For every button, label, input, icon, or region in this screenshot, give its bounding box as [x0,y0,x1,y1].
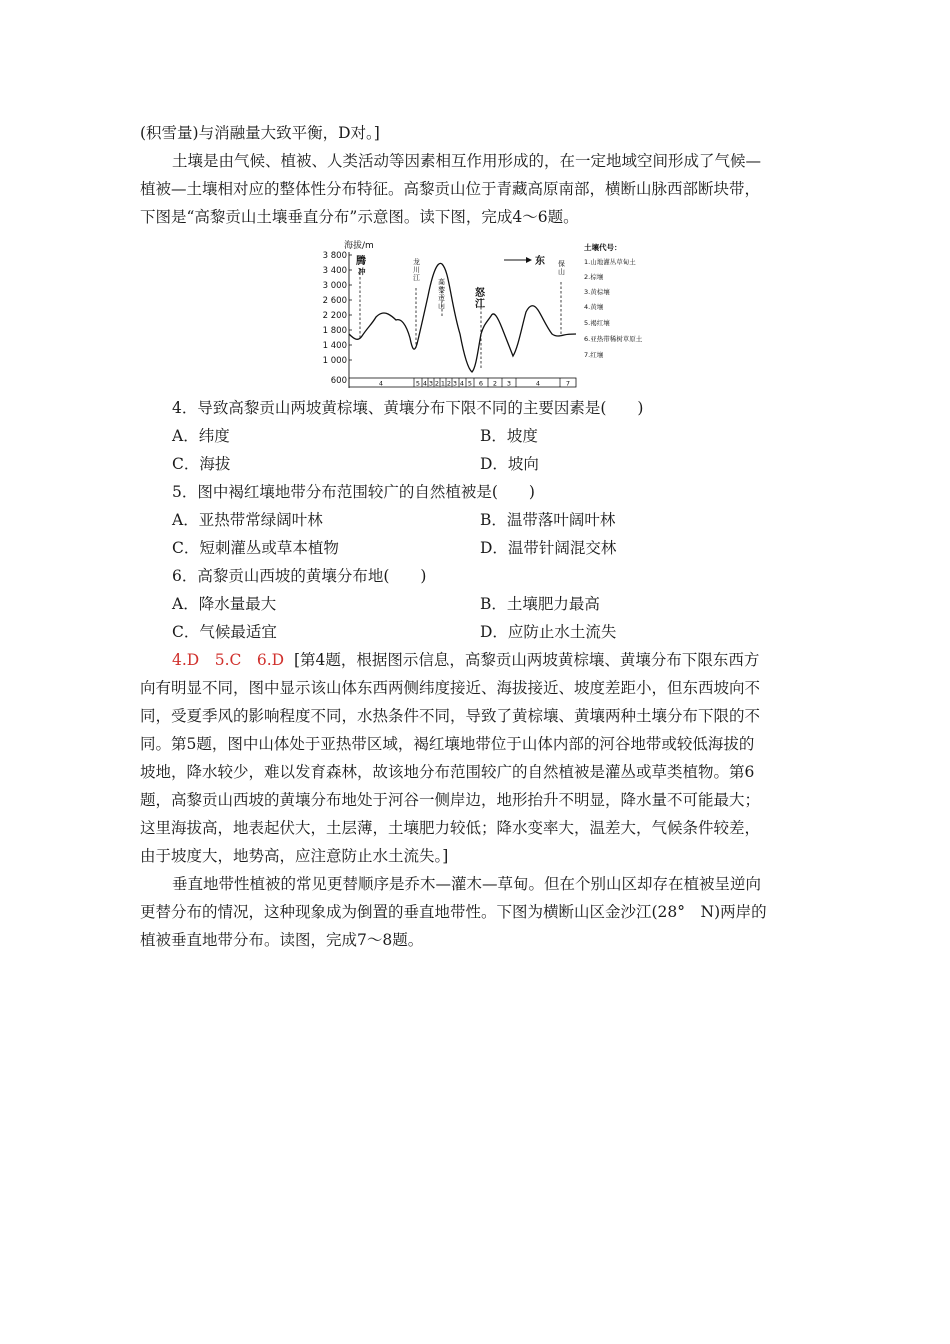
answer-key: 4.D 5.C 6.D [172,651,285,669]
text-line: (积雪量)与消融量大致平衡，D对。] [140,124,380,142]
answer-line: 坡地，降水较少，难以发育森林，故该地分布范围较广的自然植被是灌丛或草类植物。第6 [140,763,755,781]
place-label-gaoligongshan: 高 [438,278,445,286]
soil-code: 1 [440,379,446,388]
place-label-tengchong: 腾 [356,256,366,267]
answer-line [172,650,759,670]
place-label-longchuanjiang: 川 [413,266,420,274]
question-stem: 6．高黎贡山西坡的黄壤分布地( ) [172,567,427,585]
option-d: D．应防止水土流失 [480,623,617,641]
east-label: 东 [535,256,545,267]
soil-code: 2 [434,379,440,388]
legend-item: 3.黄棕壤 [584,288,610,296]
y-tick-label: 3 000 [322,281,347,291]
option-c: C．气候最适宜 [172,623,277,641]
place-label-baoshan: 山 [558,268,565,276]
legend-item: 2.棕壤 [584,273,604,281]
answer-line: 这里海拔高，地表起伏大，土层薄，土壤肥力较低；降水变率大，温差大，气候条件较差， [140,819,761,837]
soil-code: 5 [415,379,421,388]
soil-code: 3 [506,379,512,388]
option-a: A．纬度 [172,427,230,445]
y-tick-label: 600 [330,376,347,386]
place-label-tengchong: 冲 [358,267,366,276]
option-a: A．亚热带常绿阔叶林 [172,511,323,529]
paragraph-line: 植被—土壤相对应的整体性分布特征。高黎贡山位于青藏高原南部，横断山脉西部断块带， [140,180,761,198]
soil-code: 2 [492,379,498,388]
y-tick-label: 1 800 [322,326,347,336]
soil-code: 7 [565,379,571,388]
soil-code: 6 [478,379,484,388]
y-tick-label: 2 200 [322,311,347,321]
y-tick-label: 1 000 [322,356,347,366]
paragraph-line: 植被垂直地带分布。读图，完成7～8题。 [140,931,424,949]
y-tick-label: 1 400 [322,341,347,351]
y-tick-label: 3 800 [322,251,347,261]
soil-code: 3 [428,379,434,388]
place-label-nujiang: 江 [475,299,485,310]
option-b: B．坡度 [480,427,538,445]
answer-text: [第4题，根据图示信息，高黎贡山两坡黄棕壤、黄壤分布下限东西方 [293,651,760,669]
legend-title: 土壤代号： [584,243,622,252]
answer-line: 同，受夏季风的影响程度不同，水热条件不同，导致了黄棕壤、黄壤两种土壤分布下限的不 [140,707,761,725]
answer-line: 向有明显不同，图中显示该山体东西两侧纬度接近、海拔接近、坡度差距小，但东西坡向不 [140,679,761,697]
soil-code: 4 [535,379,541,388]
soil-code: 4 [422,379,428,388]
option-a: A．降水量最大 [172,595,277,613]
question-stem: 4．导致高黎贡山两坡黄棕壤、黄壤分布下限不同的主要因素是( ) [172,399,644,417]
place-label-baoshan: 保 [558,260,565,268]
y-tick-label: 2 600 [322,296,347,306]
soil-code: 2 [446,379,452,388]
paragraph-line: 更替分布的情况，这种现象成为倒置的垂直地带性。下图为横断山区金沙江(28° N)两岸的 [140,903,767,921]
legend-item: 6.亚热带稀树草原土 [584,335,643,343]
answer-line: 题，高黎贡山西坡的黄壤分布地处于河谷一侧岸边，地形抬升不明显，降水量不可能最大； [140,791,761,809]
terrain-profile-line [349,263,576,372]
answer-line: 由于坡度大，地势高，应注意防止水土流失。] [140,847,449,865]
answer-line: 同。第5题，图中山体处于亚热带区域，褐红壤地带位于山体内部的河谷地带或较低海拔的 [140,735,755,753]
paragraph-line: 垂直地带性植被的常见更替顺序是乔木—灌木—草甸。但在个别山区却存在植被呈逆向 [172,875,762,893]
question-stem: 5．图中褐红壤地带分布范围较广的自然植被是( ) [172,483,535,501]
legend-item: 7.红壤 [584,351,604,359]
y-tick-label: 3 400 [322,266,347,276]
option-b: B．土壤肥力最高 [480,595,600,613]
soil-code: 4 [378,379,384,388]
place-label-gaoligongshan: 黎 [438,286,445,294]
y-axis-label: 海拔/m [344,241,374,251]
paragraph-line: 土壤是由气候、植被、人类活动等因素相互作用形成的，在一定地域空间形成了气候— [172,152,762,170]
option-d: D．坡向 [480,455,539,473]
soil-code: 4 [459,379,465,388]
soil-legend [584,242,643,359]
legend-item: 4.黄壤 [584,303,604,311]
legend-item: 1.山地灌丛草甸土 [584,258,636,266]
soil-code: 5 [467,379,473,388]
place-label-longchuanjiang: 龙 [413,258,420,266]
place-label-gaoligongshan: 贡 [438,294,445,302]
place-label-gaoligongshan: 山 [438,302,445,310]
option-c: C．海拔 [172,455,231,473]
option-c: C．短刺灌丛或草本植物 [172,539,339,557]
place-label-nujiang: 怒 [475,288,485,299]
option-d: D．温带针阔混交林 [480,539,617,557]
place-label-longchuanjiang: 江 [413,274,420,282]
paragraph-line: 下图是“高黎贡山土壤垂直分布”示意图。读下图，完成4～6题。 [140,208,579,226]
soil-profile-figure [322,238,673,390]
east-arrow-head [526,257,532,263]
legend-item: 5.褐红壤 [584,319,610,327]
soil-code: 3 [452,379,458,388]
option-b: B．温带落叶阔叶林 [480,511,616,529]
